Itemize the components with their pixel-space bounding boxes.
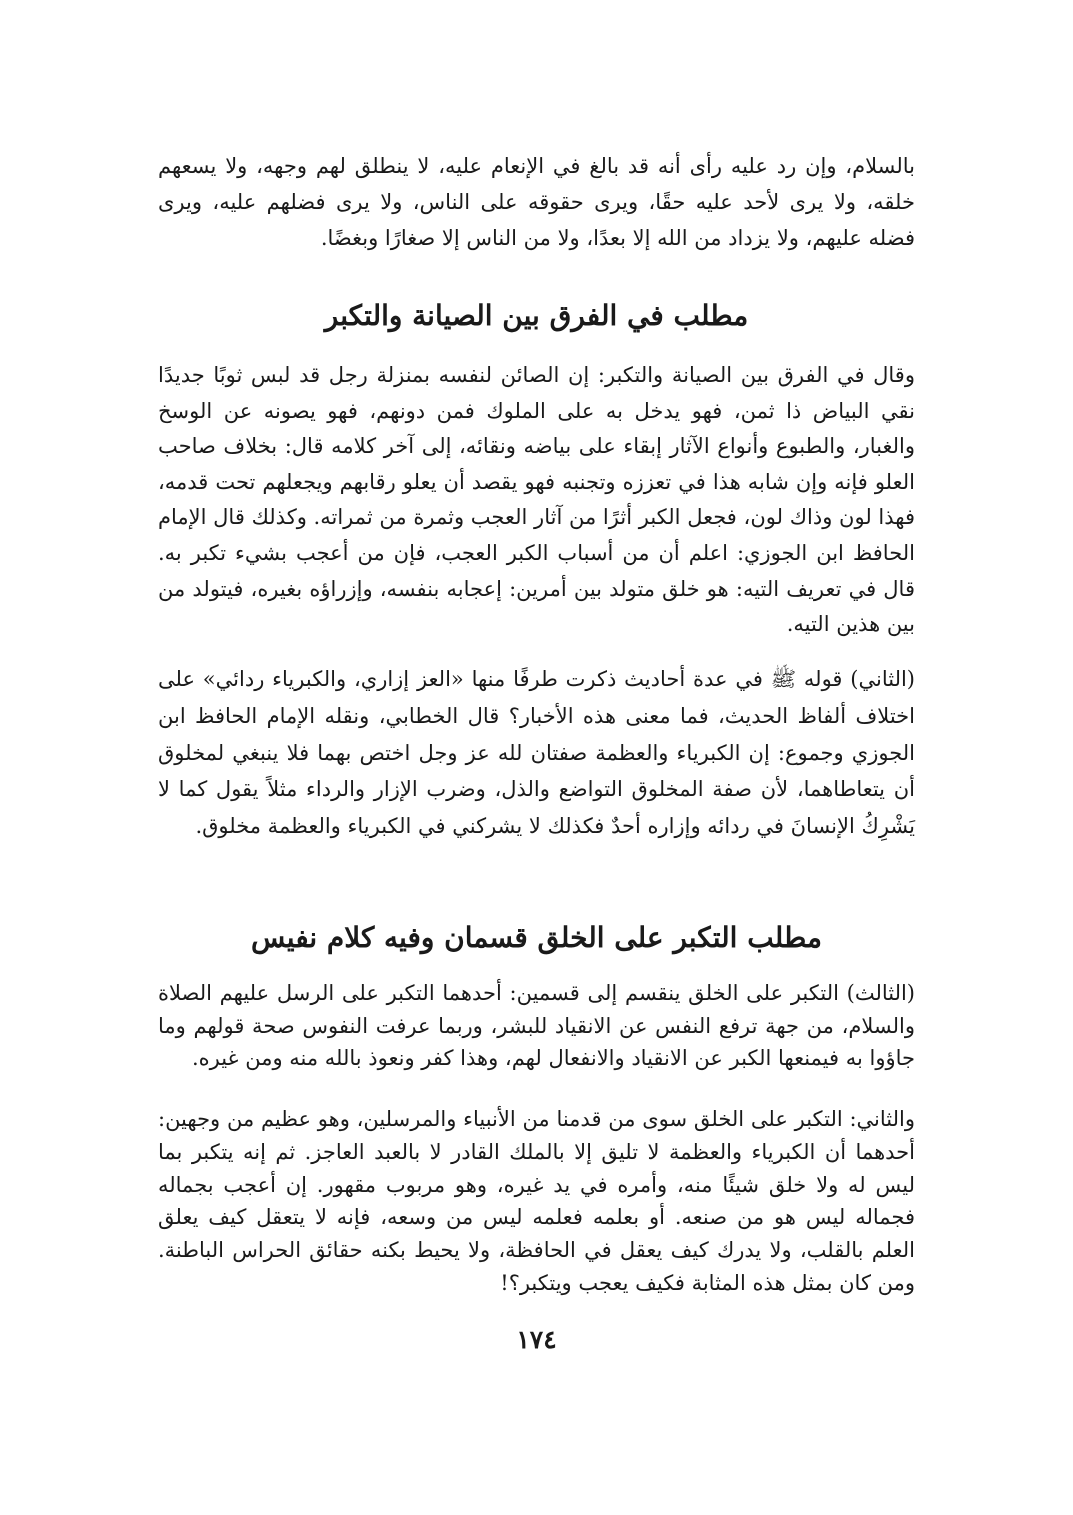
page-number: ١٧٤ xyxy=(516,1325,557,1354)
paragraph-top-text: بالسلام، وإن رد عليه رأى أنه قد بالغ في الإنعام عليه، لا ينطلق لهم وجهه، ولا يسعهم خلقه، ولا يرى لأحد عليه حقًا، ويرى حقوقه على الناس، ولا يرى فضلهم عليه، ويرى فضله عليهم، ولا يزداد من الله إلا بعدًا، ولا من الناس إلا صغارًا وبغضًا. xyxy=(158,154,915,250)
paragraph-4 xyxy=(158,1103,915,1300)
paragraph-2-text: (الثاني) قوله ﷺ في عدة أحاديث ذكرت طرفًا منها «العز إزاري، والكبرياء ردائي» على اختلاف ألفاظ الحديث، فما معنى هذه الأخبار؟ قال الخطابي، ونقله الإمام الحافظ ابن الجوزي وجموع: إن الكبرياء والعظمة صفتان لله عز وجل اختص بهما فلا ينبغي لمخلوق أن يتعاطاهما، لأن صفة المخلوق التواضع والذل، وضرب الإزار والرداء مثلاً يقول كما لا يَشْرِكُ الإنسانَ في ردائه وإزاره أحدٌ فكذلك لا يشركني في الكبرياء والعظمة مخلوق. xyxy=(158,667,915,839)
paragraph-1 xyxy=(158,358,915,643)
paragraph-top xyxy=(158,148,915,256)
paragraph-1-text: وقال في الفرق بين الصيانة والتكبر: إن الصائن لنفسه بمنزلة رجل قد لبس ثوبًا جديدًا نقي البياض ذا ثمن، فهو يدخل به على الملوك فمن دونهم، فهو يصونه عن الوسخ والغبار، والطبوع وأنواع الآثار إبقاء على بياضه ونقائه، إلى آخر كلامه قال: بخلاف صاحب العلو فإنه وإن شابه هذا في تعززه وتجنبه فهو يقصد أن يعلو رقابهم ويجعلهم تحت قدمه، فهذا لون وذاك لون، فجعل الكبر أثرًا من آثار العجب وثمرة من ثمراته. وكذلك قال الإمام الحافظ ابن الجوزي: اعلم أن من أسباب الكبر العجب، فإن من أعجب بشيء تكبر به. قال في تعريف التيه: هو خلق متولد بين أمرين: إعجابه بنفسه، وإزراؤه بغيره، فيتولد من بين هذين التيه. xyxy=(158,363,915,637)
paragraph-3 xyxy=(158,977,915,1075)
paragraph-3-text: (الثالث) التكبر على الخلق ينقسم إلى قسمين: أحدهما التكبر على الرسل عليهم الصلاة والسلام، من جهة ترفع النفس عن الانقياد للبشر، وربما عرفت النفوس صحة قولهم وما جاؤوا به فيمنعها الكبر عن الانقياد والانفعال لهم، وهذا كفر ونعوذ بالله منه ومن غيره. xyxy=(158,981,915,1070)
paragraph-2 xyxy=(158,661,915,845)
paragraph-4-text: والثاني: التكبر على الخلق سوى من قدمنا من الأنبياء والمرسلين، وهو عظيم من وجهين: أحدهما أن الكبرياء والعظمة لا تليق إلا بالملك القادر لا بالعبد العاجز. ثم إنه يتكبر بما ليس له ولا خلق شيئًا منه، وأمره في يد غيره، وهو مربوب مقهور. إن أعجب بجماله فجماله ليس هو من صنعه. أو بعلمه فعلمه ليس من وسعه، فإنه لا يتعقل كيف يعلق العلم بالقلب، ولا يدرك كيف يعقل في الحافظة، ولا يحيط بكنه حقائق الحراس الباطنة. ومن كان بمثل هذه المثابة فكيف يعجب ويتكبر؟! xyxy=(158,1107,915,1295)
section-heading-2: مطلب التكبر على الخلق قسمان وفيه كلام نفيس xyxy=(251,921,822,954)
section-heading-1: مطلب في الفرق بين الصيانة والتكبر xyxy=(324,299,749,332)
